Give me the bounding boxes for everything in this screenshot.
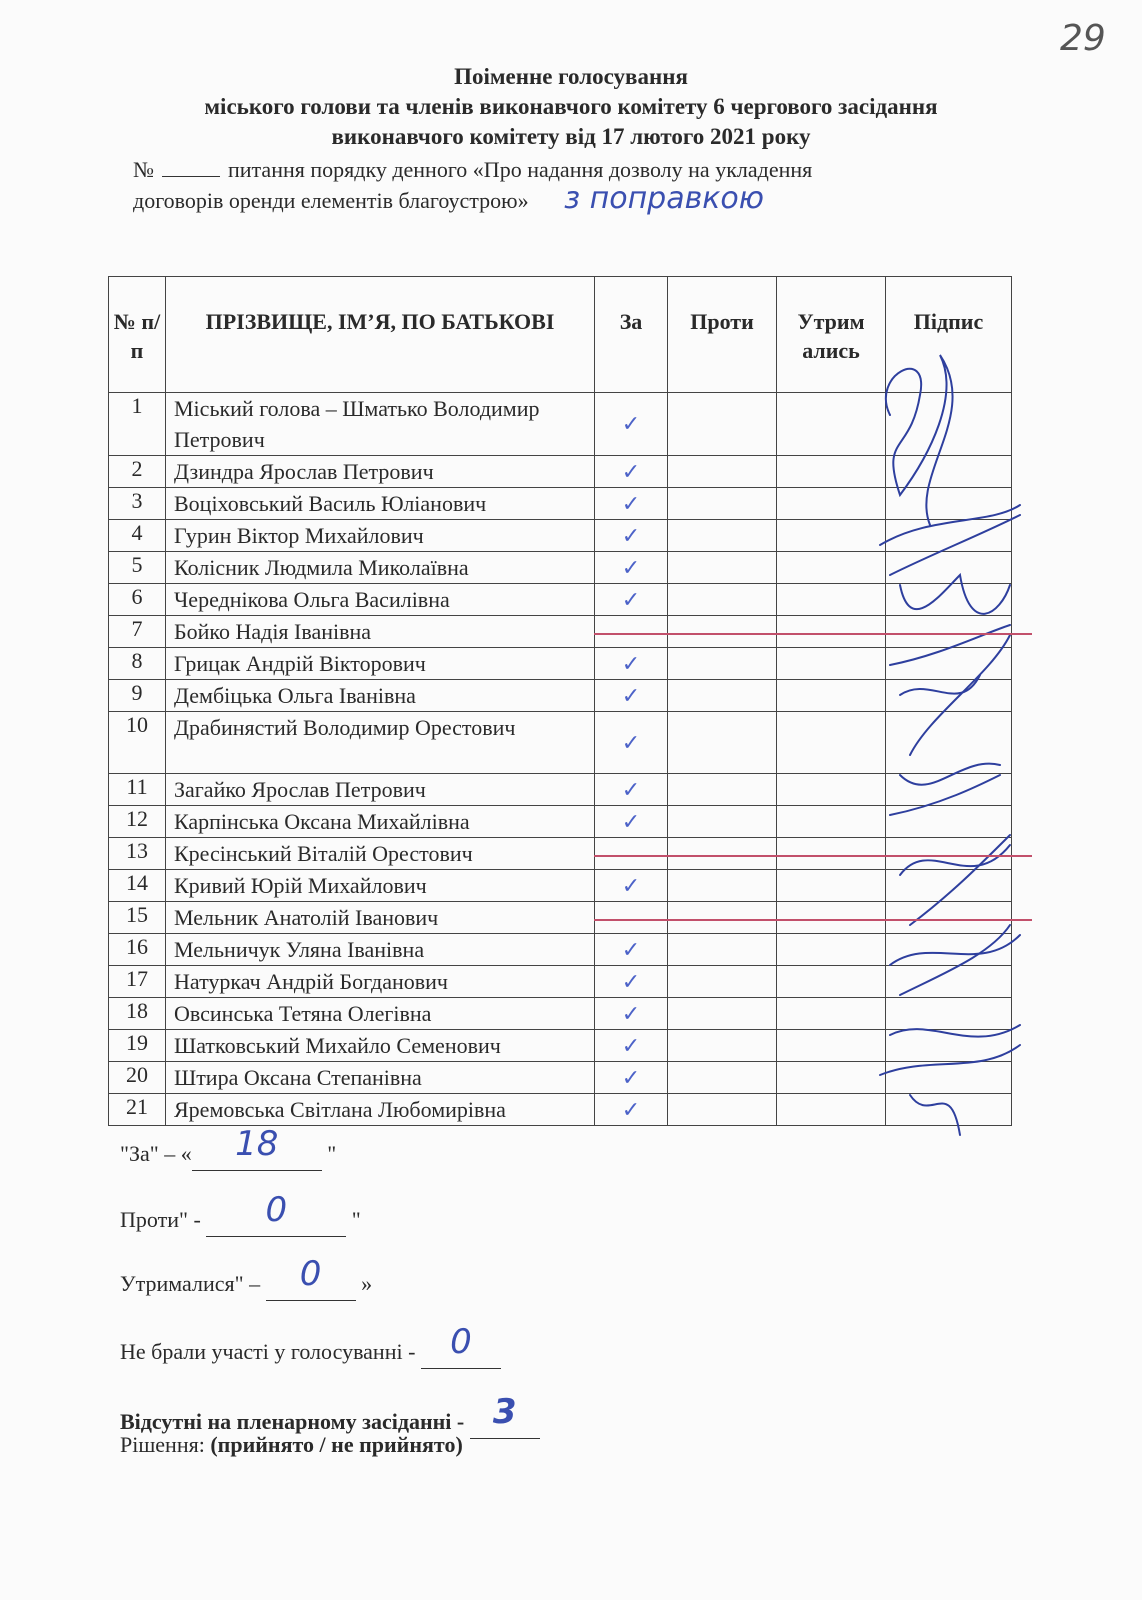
row-number: 5 — [109, 552, 166, 584]
row-for — [595, 584, 668, 616]
row-for — [595, 838, 668, 870]
row-number: 9 — [109, 680, 166, 712]
tally-absent-blank — [470, 1392, 540, 1439]
header-sign: Підпис — [886, 277, 1012, 393]
topic-num-label: № — [133, 157, 154, 182]
row-number: 18 — [109, 998, 166, 1030]
tally-not-voting-blank — [421, 1322, 501, 1369]
tally-abstain: Утрималися" – 0 » — [120, 1260, 372, 1301]
title-line-2: міського голови та членів виконавчого комітету 6 чергового засідання — [204, 94, 938, 119]
check-mark-icon: ✓ — [621, 809, 641, 835]
check-mark-icon: ✓ — [621, 1033, 641, 1059]
tally-against-label: Проти" - — [120, 1207, 201, 1232]
row-name: Грицак Андрій Вікторович — [166, 648, 595, 680]
row-against — [668, 1062, 777, 1094]
tally-against: Проти" - 0 " — [120, 1196, 361, 1237]
row-for — [595, 998, 668, 1030]
check-mark-icon: ✓ — [621, 730, 641, 756]
tally-abstain-value: 0 — [299, 1254, 322, 1294]
row-number: 2 — [109, 456, 166, 488]
decision-text: (прийнято / не прийнято) — [210, 1432, 463, 1457]
check-mark-icon: ✓ — [621, 683, 641, 709]
check-mark-icon: ✓ — [621, 459, 641, 485]
row-name: Шатковський Михайло Семенович — [166, 1030, 595, 1062]
row-name: Колісник Людмила Миколаївна — [166, 552, 595, 584]
check-mark-icon: ✓ — [621, 1001, 641, 1027]
row-against — [668, 870, 777, 902]
check-mark-icon: ✓ — [621, 937, 641, 963]
check-mark-icon: ✓ — [621, 1065, 641, 1091]
row-for — [595, 712, 668, 774]
tally-not-voting — [120, 1322, 501, 1369]
row-against — [668, 712, 777, 774]
decision-label: Рішення: — [120, 1432, 205, 1457]
row-name: Гурин Віктор Михайлович — [166, 520, 595, 552]
row-for — [595, 1062, 668, 1094]
topic-line-1 — [133, 155, 1060, 184]
row-for — [595, 902, 668, 934]
row-for — [595, 870, 668, 902]
row-number: 17 — [109, 966, 166, 998]
row-number: 11 — [109, 774, 166, 806]
row-name: Кривий Юрій Михайлович — [166, 870, 595, 902]
topic-text-1: питання порядку денного «Про надання дозволу на укладення — [228, 157, 813, 182]
row-against — [668, 584, 777, 616]
row-for — [595, 488, 668, 520]
row-for — [595, 1030, 668, 1062]
tally-not-voting-label: Не брали участі у голосуванні - — [120, 1339, 416, 1364]
check-mark-icon: ✓ — [621, 523, 641, 549]
row-against — [668, 393, 777, 456]
signature-strokes — [880, 355, 1020, 1135]
absent-strike-line — [594, 855, 1032, 857]
absent-strike-line — [594, 633, 1032, 635]
signatures-scribble — [870, 335, 1040, 1145]
row-number: 21 — [109, 1094, 166, 1126]
row-for — [595, 616, 668, 648]
row-number: 16 — [109, 934, 166, 966]
topic-line-2 — [133, 181, 1060, 216]
row-number: 10 — [109, 712, 166, 774]
row-number: 20 — [109, 1062, 166, 1094]
row-number: 13 — [109, 838, 166, 870]
check-mark-icon: ✓ — [621, 777, 641, 803]
title-line-1: Поіменне голосування — [454, 64, 688, 89]
row-name: Драбинястий Володимир Орестович — [166, 712, 595, 774]
row-name: Дембіцька Ольга Іванівна — [166, 680, 595, 712]
row-against — [668, 648, 777, 680]
header-name: ПРІЗВИЩЕ, ІМ’Я, ПО БАТЬКОВІ — [166, 277, 595, 393]
row-against — [668, 998, 777, 1030]
row-number: 3 — [109, 488, 166, 520]
row-against — [668, 488, 777, 520]
tally-for: "За" – « 18 " — [120, 1130, 336, 1171]
row-against — [668, 774, 777, 806]
row-for — [595, 552, 668, 584]
row-against — [668, 806, 777, 838]
page-number: 29 — [1060, 18, 1106, 59]
row-for — [595, 648, 668, 680]
row-number: 12 — [109, 806, 166, 838]
row-number: 8 — [109, 648, 166, 680]
absent-strike-line — [594, 919, 1032, 921]
tally-absent-value: 3 — [492, 1392, 517, 1432]
row-against — [668, 966, 777, 998]
tally-against-value: 0 — [265, 1190, 288, 1230]
header-for: За — [595, 277, 668, 393]
header-abstain: Утрим ались — [777, 277, 886, 393]
row-for — [595, 520, 668, 552]
check-mark-icon: ✓ — [621, 491, 641, 517]
row-name: Загайко Ярослав Петрович — [166, 774, 595, 806]
row-number: 14 — [109, 870, 166, 902]
tally-abstain-blank — [266, 1254, 356, 1301]
row-name: Штира Оксана Степанівна — [166, 1062, 595, 1094]
row-for — [595, 456, 668, 488]
tally-absent-label: Відсутні на пленарному засіданні - — [120, 1409, 465, 1434]
row-name: Яремовська Світлана Любомирівна — [166, 1094, 595, 1126]
check-mark-icon: ✓ — [621, 412, 641, 437]
row-against — [668, 934, 777, 966]
row-number: 15 — [109, 902, 166, 934]
row-for — [595, 806, 668, 838]
header-against: Проти — [668, 277, 777, 393]
row-name: Карпінська Оксана Михайлівна — [166, 806, 595, 838]
tally-abstain-label: Утрималися" – — [120, 1271, 261, 1296]
row-for — [595, 680, 668, 712]
row-name: Овсинська Тетяна Олегівна — [166, 998, 595, 1030]
topic-num-blank — [162, 160, 220, 177]
row-name: Дзиндра Ярослав Петрович — [166, 456, 595, 488]
row-number: 7 — [109, 616, 166, 648]
tally-for-blank — [192, 1124, 322, 1171]
decision — [120, 1432, 463, 1458]
row-name: Бойко Надія Іванівна — [166, 616, 595, 648]
row-number: 19 — [109, 1030, 166, 1062]
row-name: Воціховський Василь Юліанович — [166, 488, 595, 520]
row-name: Череднікова Ольга Василівна — [166, 584, 595, 616]
row-for — [595, 934, 668, 966]
row-name: Міський голова – Шматько Володимир Петрович — [166, 393, 595, 456]
row-for — [595, 966, 668, 998]
row-name: Мельник Анатолій Іванович — [166, 902, 595, 934]
check-mark-icon: ✓ — [621, 1097, 641, 1123]
row-against — [668, 520, 777, 552]
row-against — [668, 456, 777, 488]
title-line-3: виконавчого комітету від 17 лютого 2021 року — [331, 124, 811, 149]
row-against — [668, 1094, 777, 1126]
row-name: Мельничук Уляна Іванівна — [166, 934, 595, 966]
tally-for-label: "За" – « — [120, 1141, 192, 1166]
row-against — [668, 680, 777, 712]
check-mark-icon: ✓ — [621, 651, 641, 677]
check-mark-icon: ✓ — [621, 969, 641, 995]
topic-text-2: договорів оренди елементів благоустрою» — [133, 188, 529, 213]
check-mark-icon: ✓ — [621, 555, 641, 581]
row-number: 6 — [109, 584, 166, 616]
header-num: № п/п — [109, 277, 166, 393]
row-against — [668, 838, 777, 870]
row-against — [668, 616, 777, 648]
row-against — [668, 902, 777, 934]
row-name: Кресінський Віталій Орестович — [166, 838, 595, 870]
row-for — [595, 1094, 668, 1126]
row-for — [595, 774, 668, 806]
check-mark-icon: ✓ — [621, 873, 641, 899]
check-mark-icon: ✓ — [621, 587, 641, 613]
row-against — [668, 1030, 777, 1062]
tally-not-voting-value: 0 — [450, 1322, 472, 1362]
row-for — [595, 393, 668, 456]
tally-for-value: 18 — [235, 1124, 279, 1164]
row-name: Натуркач Андрій Богданович — [166, 966, 595, 998]
row-number: 1 — [109, 393, 166, 456]
row-against — [668, 552, 777, 584]
row-number: 4 — [109, 520, 166, 552]
handwritten-note: з поправкою — [564, 181, 765, 216]
